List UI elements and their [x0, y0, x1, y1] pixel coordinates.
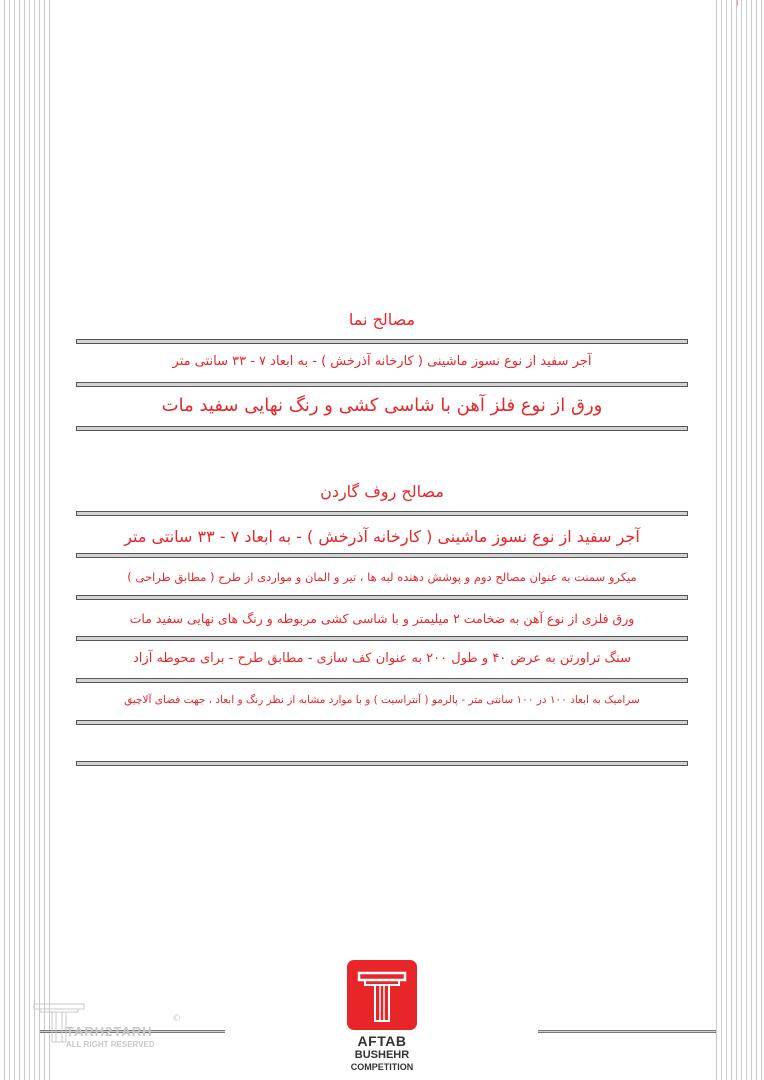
logo-competition: COMPETITION: [350, 1062, 414, 1072]
facade-item-1: آجر سفید از نوع نسوز ماشینی ( کارخانه آذرخش ) - به ابعاد ۷ - ۳۳ سانتی متر: [172, 354, 592, 369]
divider-bar: [76, 426, 688, 431]
watermark: [32, 1002, 182, 1052]
divider-bar: [76, 339, 688, 344]
roof-garden-item-2: میکرو سمنت به عنوان مصالح دوم و پوشش دهنده لبه ها ، تیر و المان و مواردی از طرح ( مطابق طراحی ): [127, 570, 637, 584]
aftab-logo: [347, 960, 417, 1030]
facade-item-2: ورق از نوع فلز آهن با شاسی کشی و رنگ نهایی سفید مات: [161, 395, 603, 416]
divider-bar: [76, 761, 688, 766]
divider-bar: [76, 553, 688, 558]
divider-bar: [76, 678, 688, 683]
logo-title: AFTAB: [357, 1033, 407, 1049]
divider-bar: [76, 382, 688, 387]
footer-line-right: [538, 1030, 716, 1033]
watermark-brand: TARH2TARH: [66, 1024, 153, 1039]
facade-materials-title: مصالح نما: [348, 310, 416, 329]
logo-subtitle: BUSHEHR: [354, 1049, 410, 1061]
divider-bar: [76, 511, 688, 516]
roof-garden-item-3: ورق فلزی از نوع آهن به ضخامت ۲ میلیمتر و با شاسی کشی مربوطه و رنگ های نهایی سفید مات: [129, 611, 635, 626]
right-edge-decoration: [712, 0, 764, 1080]
watermark-rights: ALL RIGHT RESERVED: [66, 1040, 155, 1049]
divider-bar: [76, 720, 688, 725]
roof-garden-item-4: سنگ تراورتن به عرض ۴۰ و طول ۲۰۰ به عنوان کف سازی - مطابق طرح - برای محوطه آزاد: [133, 651, 631, 666]
column-logo-icon: [347, 960, 417, 1030]
roof-garden-item-1: آجر سفید از نوع نسوز ماشینی ( کارخانه آذرخش ) - به ابعاد ۷ - ۳۳ سانتی متر: [124, 527, 640, 546]
watermark-copyright: ©: [172, 1014, 181, 1024]
divider-bar: [76, 595, 688, 600]
roof-garden-item-5: سرامیک به ابعاد ۱۰۰ در ۱۰۰ سانتی متر - پالرمو ( آنتراسیت ) و با موارد مشابه از نظر رنگ و ابعاد ، جهت فضای آلاچیق: [124, 694, 640, 706]
divider-bar: [76, 636, 688, 641]
roof-garden-materials-title: مصالح روف گاردن: [320, 482, 444, 501]
corner-mark: [737, 0, 764, 6]
left-edge-decoration: [0, 0, 52, 1080]
